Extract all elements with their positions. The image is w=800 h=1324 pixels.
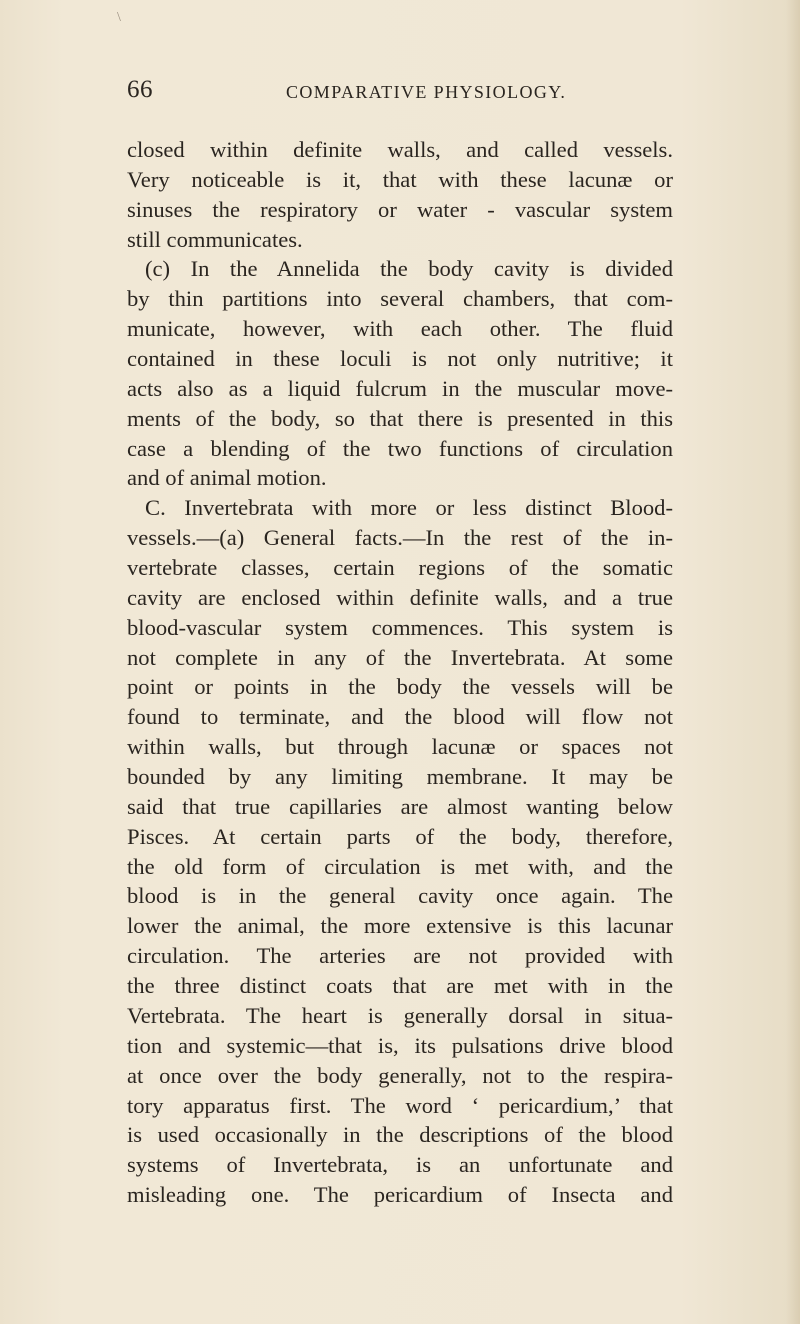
text-line: circulation. The arteries are not provided with <box>127 943 673 969</box>
text-line: at once over the body generally, not to the respira- <box>127 1062 673 1088</box>
text-line: bounded by any limiting membrane. It may be <box>127 764 673 790</box>
body-text <box>127 135 673 1210</box>
text-line: C. Invertebrata with more or less distinct Blood- <box>145 495 673 521</box>
text-line: cavity are enclosed within definite walls, and a true <box>127 584 673 610</box>
text-line: by thin partitions into several chambers, that com- <box>127 286 673 312</box>
margin-mark: \ <box>117 10 121 25</box>
text-line: blood-vascular system commences. This system is <box>127 614 673 640</box>
text-line: the old form of circulation is met with, and the <box>127 853 673 879</box>
page-header <box>127 76 675 116</box>
text-line: municate, however, with each other. The fluid <box>127 316 673 342</box>
text-line: vertebrate classes, certain regions of the somatic <box>127 555 673 581</box>
text-line: not complete in any of the Invertebrata. At some <box>127 644 673 670</box>
text-line: Pisces. At certain parts of the body, therefore, <box>127 823 673 849</box>
running-head: COMPARATIVE PHYSIOLOGY. <box>286 82 567 102</box>
text-line: said that true capillaries are almost wanting below <box>127 793 673 819</box>
text-line: case a blending of the two functions of circulation <box>127 435 673 461</box>
text-line: misleading one. The pericardium of Insecta and <box>127 1182 673 1208</box>
text-line: tory apparatus first. The word ‘ pericardium,’ that <box>127 1092 673 1118</box>
text-line: within walls, but through lacunæ or spaces not <box>127 734 673 760</box>
text-line: closed within definite walls, and called vessels. <box>127 137 673 162</box>
text-line: blood is in the general cavity once again. The <box>127 883 673 909</box>
page-number: 66 <box>127 76 153 103</box>
text-line: and of animal motion. <box>127 465 327 491</box>
text-line: lower the animal, the more extensive is this lacunar <box>127 913 673 939</box>
text-line: acts also as a liquid fulcrum in the muscular move- <box>127 375 673 401</box>
text-line: contained in these loculi is not only nutritive; it <box>127 346 673 372</box>
text-line: (c) In the Annelida the body cavity is divided <box>145 256 673 282</box>
text-line: still communicates. <box>127 226 303 252</box>
text-line: found to terminate, and the blood will flow not <box>127 704 673 730</box>
text-line: systems of Invertebrata, is an unfortunate and <box>127 1152 673 1178</box>
text-line: the three distinct coats that are met with in the <box>127 973 673 999</box>
page-edge-shadow <box>786 0 800 1324</box>
text-line: sinuses the respiratory or water - vascular system <box>127 196 673 222</box>
text-line: vessels.—(a) General facts.—In the rest of the in- <box>127 525 673 551</box>
text-line: point or points in the body the vessels will be <box>127 674 673 700</box>
text-line: Vertebrata. The heart is generally dorsal in situa- <box>127 1002 673 1028</box>
text-line: Very noticeable is it, that with these lacunæ or <box>127 166 673 192</box>
text-line: tion and systemic—that is, its pulsations drive blood <box>127 1032 673 1058</box>
text-line: is used occasionally in the descriptions of the blood <box>127 1122 673 1148</box>
text-line: ments of the body, so that there is presented in this <box>127 405 673 431</box>
